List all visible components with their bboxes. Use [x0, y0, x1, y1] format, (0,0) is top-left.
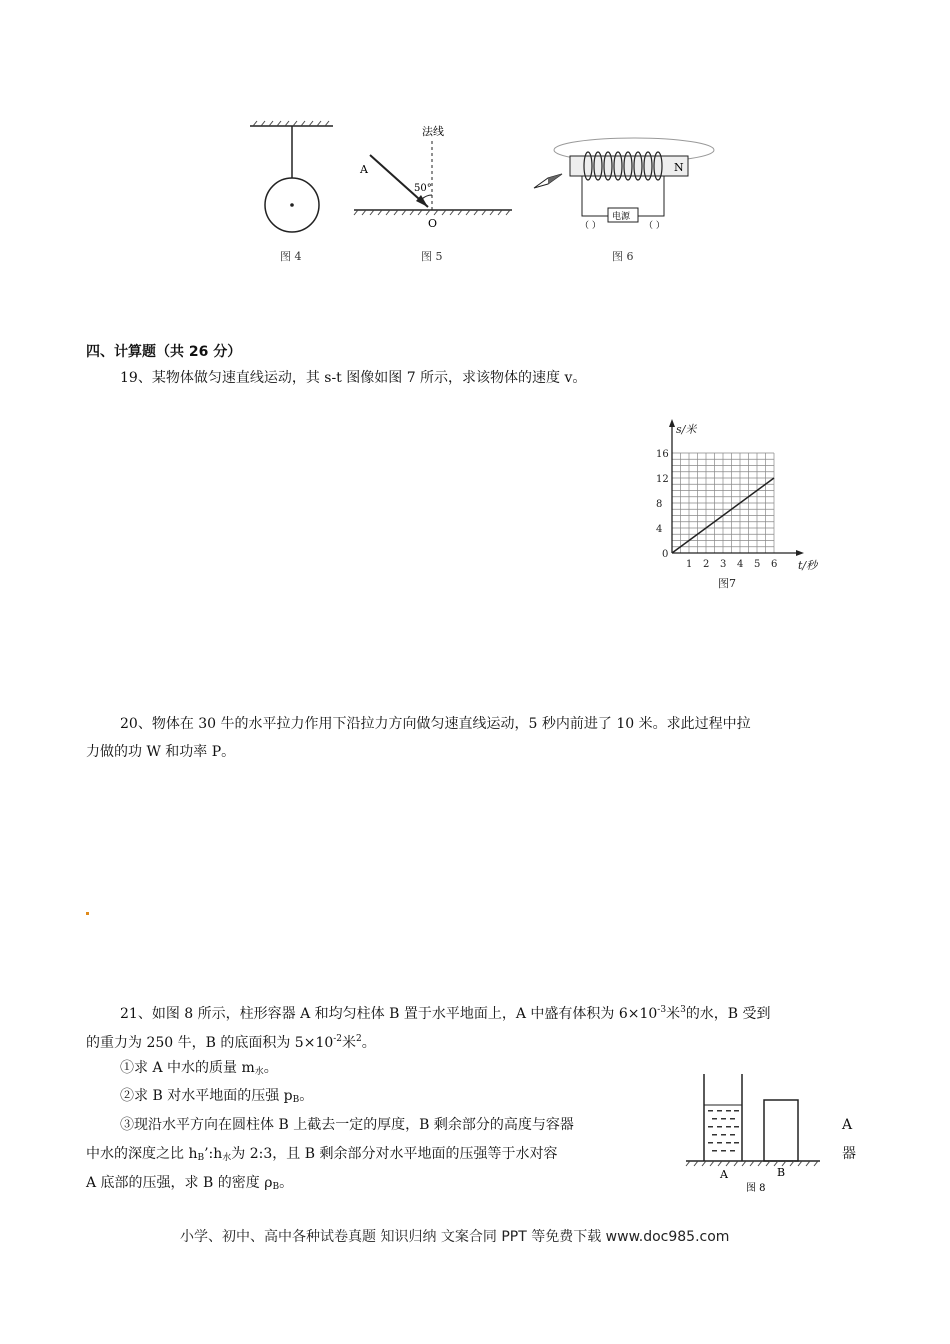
q21-line1-sup2: 3: [680, 1005, 686, 1015]
q21-line2-sup: -2: [333, 1034, 343, 1044]
q21-item2-text: ②求 B 对水平地面的压强 p: [120, 1088, 293, 1104]
figure-8: [682, 1068, 822, 1193]
figure-6-caption: 图 6: [612, 250, 634, 263]
q21-line1-end: 的水，B 受到: [685, 1006, 771, 1022]
question-21-item-3-line-2: [86, 1140, 557, 1172]
fig8-label-a: A: [720, 1168, 728, 1181]
q21-line1-sup: -3: [657, 1005, 667, 1015]
q21-item3-line2-sub1: B: [197, 1153, 205, 1163]
q21-item3-line3-a: A 底部的压强，求 B 的密度 ρ: [86, 1175, 273, 1191]
fig5-point-a: A: [360, 163, 368, 176]
x-tick-label: 1: [686, 559, 693, 570]
y-tick-label: 4: [656, 524, 663, 535]
q21-line1-text: 21、如图 8 所示，柱形容器 A 和均匀柱体 B 置于水平地面上，A 中盛有体积为 6×10: [120, 1006, 658, 1022]
chart-title: 图7: [718, 577, 736, 590]
figure-4: [245, 118, 340, 268]
fig5-normal-label: 法线: [422, 125, 444, 138]
question-21-line-2: [86, 1025, 376, 1057]
q21-item1-end: 。: [263, 1060, 278, 1076]
q21-line2-start: 的重力为 250 牛，B 的底面积为 5×10: [86, 1035, 334, 1051]
q21-item2-sub: B: [292, 1095, 300, 1105]
q21-item1-text: ①求 A 中水的质量 m: [120, 1060, 255, 1076]
q21-item3-line3-sub: B: [272, 1182, 280, 1192]
x-tick-label: 5: [754, 559, 761, 570]
stray-mark: [86, 912, 89, 915]
page-footer: 小学、初中、高中各种试卷真题 知识归纳 文案合同 PPT 等免费下载 www.doc985.com: [180, 1229, 730, 1245]
x-tick-label: 6: [771, 559, 778, 570]
q21-item1-sub: 水: [254, 1067, 264, 1077]
question-21-item-2: [120, 1082, 313, 1114]
y-axis-arrow: [669, 419, 675, 427]
question-21-item-3-line-3: [86, 1169, 293, 1201]
figure-4-caption: 图 4: [280, 250, 302, 263]
question-21-line-1: [120, 996, 771, 1028]
fig5-angle: 50°: [414, 183, 432, 194]
figure-6: [530, 130, 720, 235]
question-20-line-2: 力做的功 W 和功率 P。: [86, 744, 236, 760]
x-axis-arrow: [796, 550, 804, 556]
figure-5: [350, 115, 520, 235]
question-19-text: 19、某物体做匀速直线运动，其 s-t 图像如图 7 所示，求该物体的速度 v。: [120, 370, 587, 386]
section-heading: 四、计算题（共 26 分）: [86, 344, 242, 360]
x-tick-label: 4: [737, 559, 744, 570]
q21-item3-line3-end: 。: [279, 1175, 294, 1191]
q21-item2-end: 。: [299, 1088, 314, 1104]
fig6-pole-n: N: [674, 161, 684, 174]
question-21-item-3-line-2-right: 器: [842, 1146, 856, 1162]
origin-label: 0: [662, 549, 669, 560]
fig8-label-b: B: [777, 1166, 786, 1179]
question-21-item-3-line-1-right: A: [842, 1117, 853, 1133]
q21-line1-mid: 米: [666, 1006, 681, 1022]
y-tick-label: 12: [656, 474, 669, 485]
figure-5-caption: 图 5: [421, 250, 443, 263]
x-axis-label: t/秒: [798, 559, 818, 572]
fig6-power-label: 电源: [612, 212, 631, 222]
q21-line2-sup2: 2: [356, 1034, 362, 1044]
question-20-line-1: 20、物体在 30 牛的水平拉力作用下沿拉力方向做匀速直线运动，5 秒内前进了 10 米。求此过程中拉: [120, 716, 751, 732]
fig8-caption: 图 8: [746, 1183, 766, 1193]
q21-line2-end: 米: [342, 1035, 357, 1051]
question-21-item-3-line-1: ③现沿水平方向在圆柱体 B 上截去一定的厚度，B 剩余部分的高度与容器: [120, 1117, 574, 1133]
fig6-right-paren: （ ）: [644, 221, 665, 231]
q21-item3-line2-sub2: 水: [222, 1153, 232, 1163]
figure-7-chart: [640, 408, 830, 603]
x-tick-label: 3: [720, 559, 727, 570]
q21-item3-line2-c: 为 2:3，且 B 剩余部分对水平地面的压强等于水对容: [231, 1146, 558, 1162]
fig5-point-o: O: [428, 217, 438, 230]
fig6-left-paren: （ ）: [580, 221, 601, 231]
q21-item3-line2-b: ’:h: [204, 1146, 223, 1162]
q21-item3-line2-a: 中水的深度之比 h: [86, 1146, 198, 1162]
y-tick-label: 8: [656, 499, 663, 510]
q21-line2-tail: 。: [361, 1035, 376, 1051]
y-tick-label: 16: [656, 449, 669, 460]
x-tick-label: 2: [703, 559, 710, 570]
y-axis-label: s/米: [676, 423, 697, 436]
